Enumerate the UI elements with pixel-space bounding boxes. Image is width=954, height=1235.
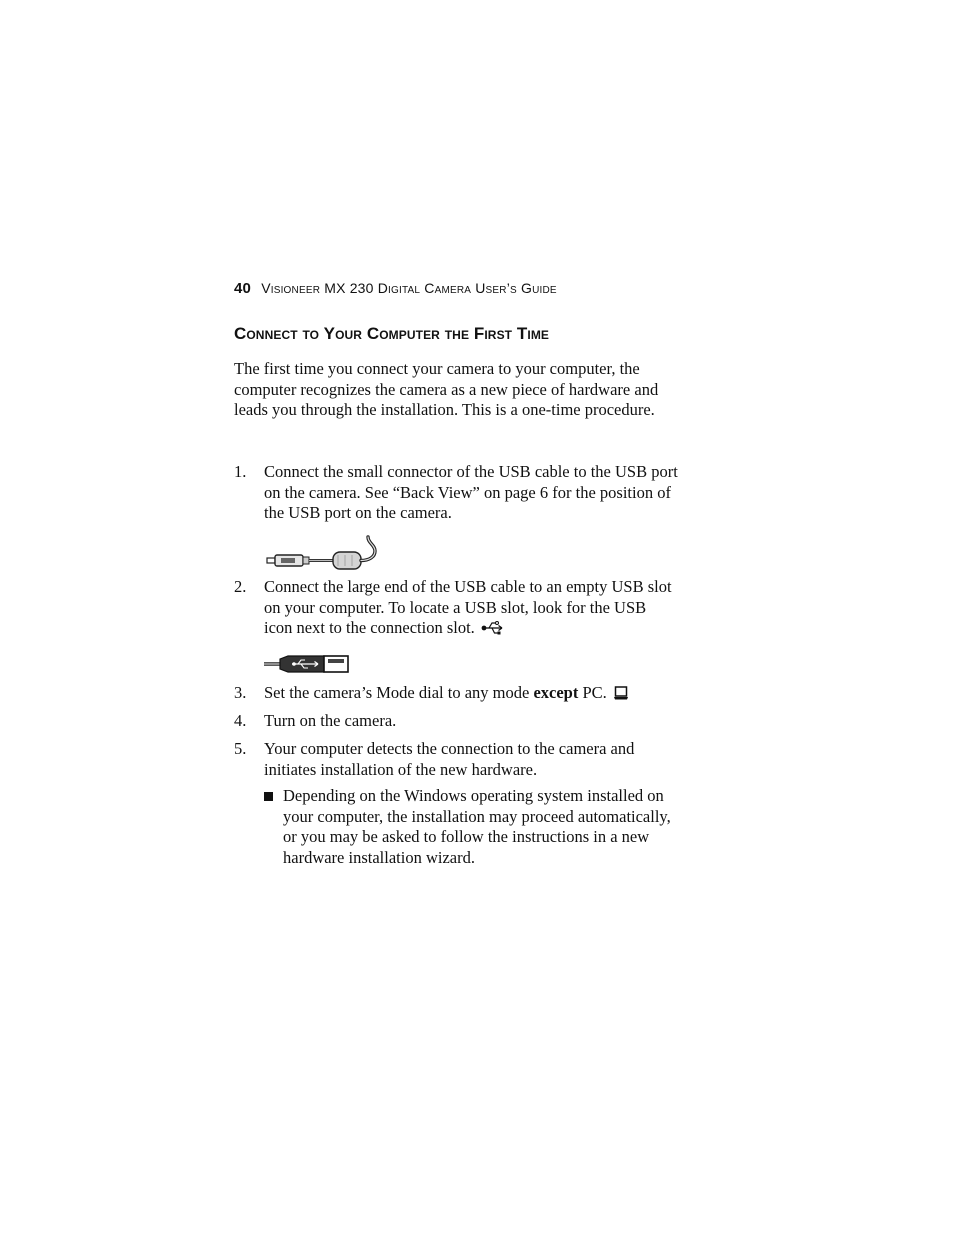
step-4 [234,711,678,732]
step-text-before: Set the camera’s Mode dial to any mode [264,683,530,702]
book-title: Visioneer MX 230 Digital Camera User’s Guide [261,280,557,296]
step-text: Turn on the camera. [264,711,397,730]
step-number: 2. [234,577,247,596]
step-5 [234,739,678,780]
pc-monitor-icon [613,686,629,701]
step-3 [234,683,678,704]
step-2 [234,577,678,639]
bullet-item [264,786,678,868]
intro-paragraph: The first time you connect your camera to your computer, the computer recognizes the camera as a new piece of hardware and leads you through the installation. This is a one-time procedure. [234,359,659,419]
usb-mini-cable-icon [265,535,380,571]
step-text: Connect the large end of the USB cable to an empty USB slot on your computer. To locate a USB slot, look for the USB icon next to the connection slot. [264,577,672,637]
emphasis-except: except [533,683,579,702]
step-number: 5. [234,739,247,758]
step-text: Your computer detects the connection to the camera and initiates installation of the new hardware. [264,739,635,779]
step-number: 3. [234,683,247,702]
section-title: Connect to Your Computer the First Time [234,324,550,343]
usb-large-connector-icon [264,652,350,676]
square-bullet-icon [264,792,273,801]
step-text: Connect the small connector of the USB cable to the USB port on the camera. See “Back View” on page 6 for the position of the USB port on the camera. [264,462,678,522]
bullet-text: Depending on the Windows operating system installed on your computer, the installation may proceed automatically, or you may be asked to follow the instructions in a new hardware installation wizard. [283,786,671,867]
step-1 [234,462,678,524]
page-number: 40 [234,280,252,297]
step-number: 4. [234,711,247,730]
running-head [234,280,557,297]
step-number: 1. [234,462,247,481]
step-text-after: PC. [582,683,607,702]
usb-symbol-icon [481,620,505,636]
